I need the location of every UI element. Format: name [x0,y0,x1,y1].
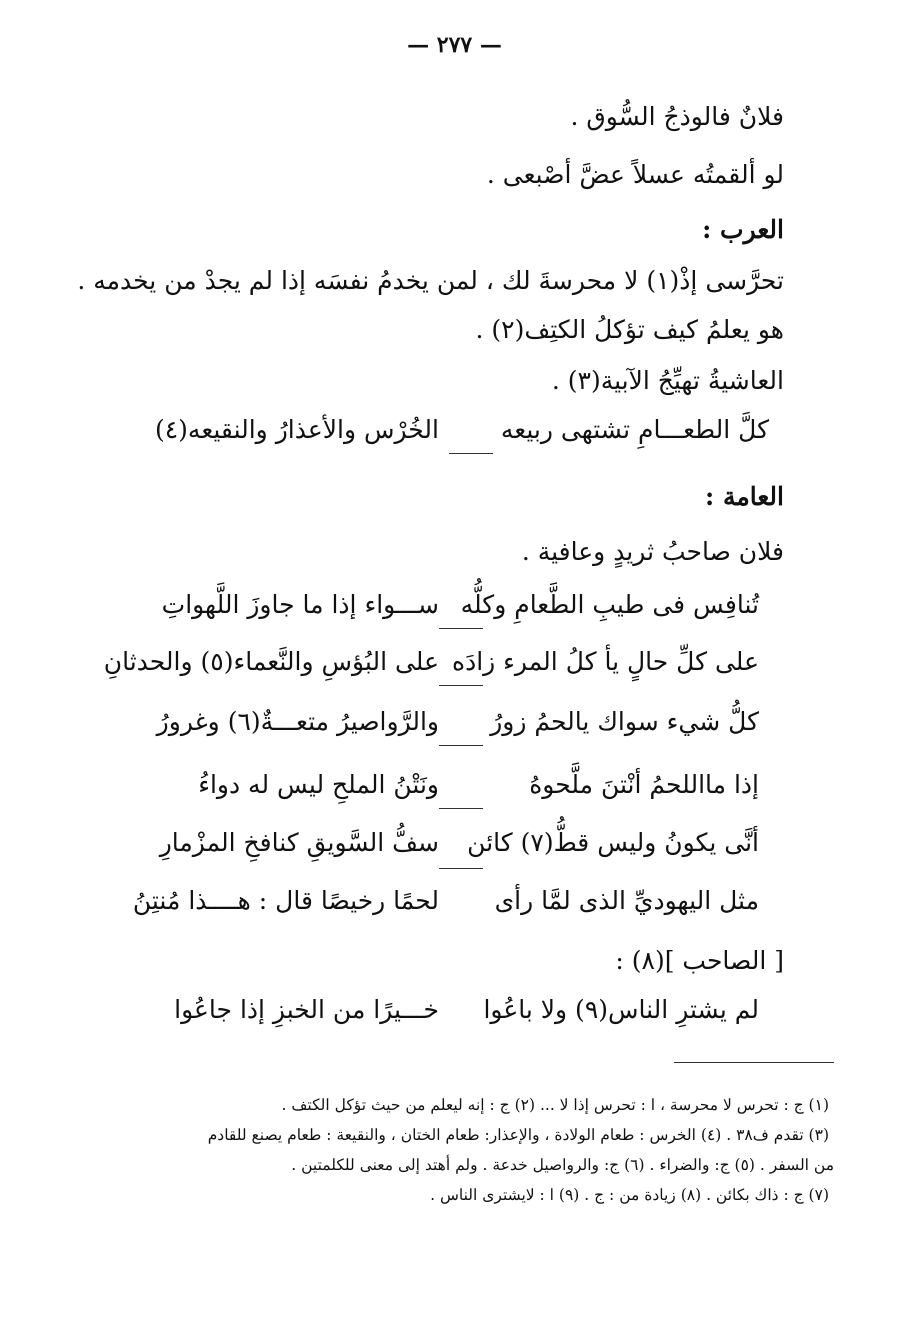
verse-separator [439,868,483,869]
footnote-line: (١) ج : تحرس لا محرسة ، ا : تحرس إذا لا ... (٢) ج : إنه ليعلم من حيث تؤكل الكتف . [281,1096,829,1114]
verse-first-hemistich: كلُّ شيء سواك يالحمُ زورُ [490,707,759,736]
verse-first-hemistich: على كلِّ حالٍ يأ كلُ المرء زادَه [451,647,759,676]
verse-line [129,413,769,447]
section-heading: العامة : [705,482,784,511]
text-line: العاشيةُ تهيِّجُ الآبية(٣) . [551,366,784,395]
verse-first-hemistich: كلَّ الطعـــامِ تشتهى ربيعه [500,415,769,444]
verse-second-hemistich: خـــيرًا من الخبزِ إذا جاعُوا [174,995,439,1024]
page-number: — ٢٧٧ — [407,32,502,58]
verse-second-hemistich: على البُؤسِ والنَّعماء(٥) والحدثانِ [103,647,439,676]
verse-first-hemistich: لم يشترِ الناس(٩) ولا باعُوا [483,995,759,1024]
text-line: لو ألقمتُه عسلاً عضَّ أصْبعى . [486,160,784,189]
section-heading: [ الصاحب ](٨) : [615,946,784,975]
text-line: تحرَّسى إذْ(١) لا محرسةَ لك ، لمن يخدمُ نفسَه إذا لم يجدْ من يخدمه . [77,266,784,295]
verse-first-hemistich: إذا مااللحمُ أنْتنَ ملَّحوهُ [529,770,759,799]
verse-second-hemistich: والرَّواصيرُ متعـــةٌ(٦) وغرورُ [156,707,439,736]
verse-first-hemistich: تُنافِس فى طيبِ الطَّعامِ وكلُّه [460,590,759,619]
verse-line [139,768,759,802]
footnote-rule [674,1062,834,1063]
verse-separator [439,745,483,746]
verse-second-hemistich: ســـواء إذا ما جاوزَ اللَّهواتِ [161,590,439,619]
verse-line [139,993,759,1027]
text-line: هو يعلمُ كيف تؤكلُ الكتِف(٢) . [475,315,784,344]
verse-separator [439,685,483,686]
text-line: فلان صاحبُ ثريدٍ وعافية . [521,537,784,566]
verse-line [139,826,759,860]
verse-first-hemistich: مثل اليهوديِّ الذى لمَّا رأى [494,886,759,915]
verse-separator [449,453,493,454]
footnote-line: (٧) ج : ذاك بكائن . (٨) زيادة من : ج . (٩) ا : لايشترى الناس . [430,1186,829,1204]
verse-second-hemistich: لحمًا رخيصًا قال : هــــذا مُنتِنُ [132,886,439,915]
verse-separator [439,628,483,629]
verse-second-hemistich: الخُرْس والأعذارُ والنقيعه(٤) [154,415,439,444]
verse-second-hemistich: ونَتْنُ الملحِ ليس له دواءُ [198,770,439,799]
verse-line [103,645,759,679]
footnote-line: (٣) تقدم ف٣٨ . (٤) الخرس : طعام الولادة ، والإعذار: طعام الختان ، والنقيعة : طعام يصنع للقادم [207,1126,829,1144]
text-line: فلانٌ فالوذجُ السُّوق . [570,102,784,131]
footnote-line: من السفر . (٥) ج: والضراء . (٦) ج: والرواصيل خدعة . ولم أهتد إلى معنى للكلمتين . [291,1156,834,1174]
verse-second-hemistich: سفُّ السَّويقِ كنافخِ المزْمارِ [159,828,439,857]
verse-line [139,705,759,739]
section-heading: العرب : [702,215,784,244]
verse-separator [439,808,483,809]
verse-line [132,884,759,918]
verse-line [139,588,759,622]
verse-first-hemistich: أنَّى يكونُ وليس قطُّ(٧) كائن [467,828,759,857]
